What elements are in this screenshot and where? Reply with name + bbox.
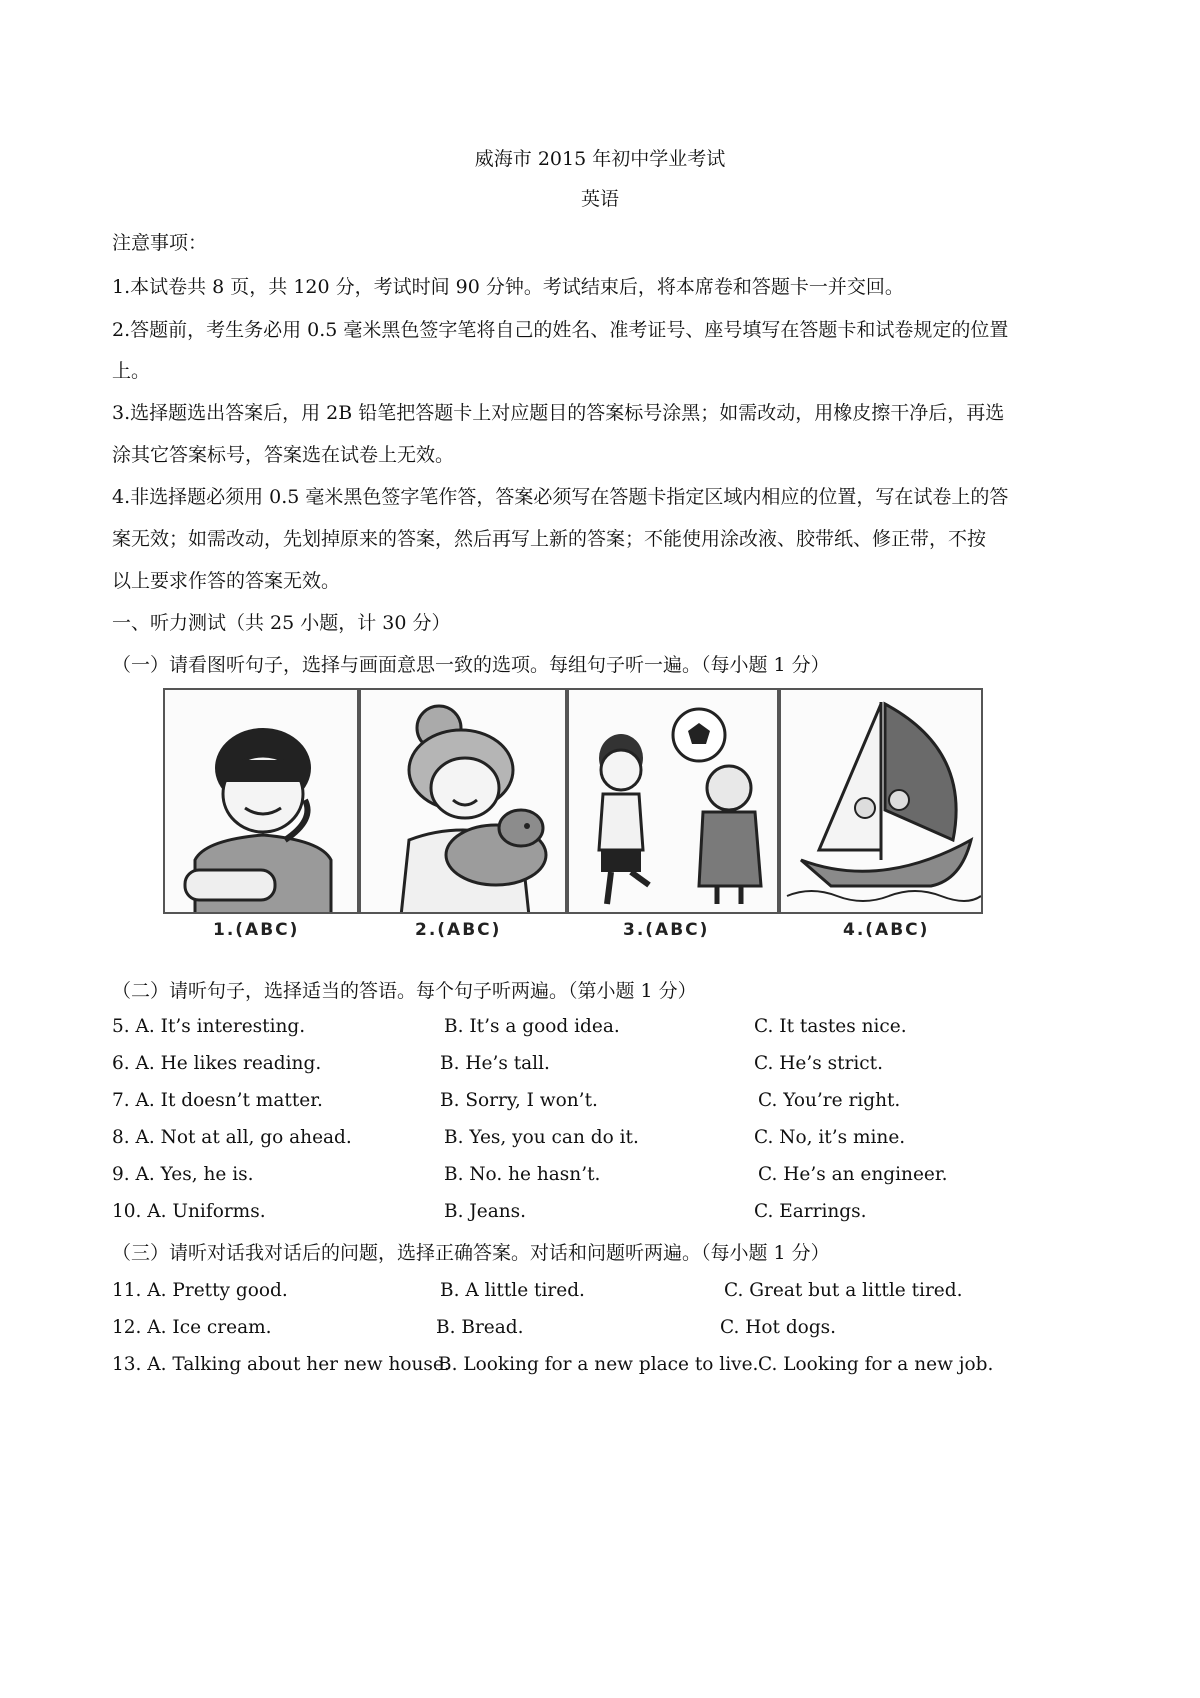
q12-option-c: C. Hot dogs. — [720, 1317, 837, 1338]
notes-heading: 注意事项： — [112, 232, 208, 254]
exam-title: 威海市 2015 年初中学业考试 — [474, 148, 726, 170]
notes-line: 以上要求作答的答案无效。 — [112, 570, 341, 592]
q7-option-b: B. Sorry, I won’t. — [440, 1090, 598, 1111]
picture-4-sailboat — [779, 688, 983, 914]
q6-option-a: 6. A. He likes reading. — [112, 1053, 322, 1074]
q12-option-a: 12. A. Ice cream. — [112, 1317, 272, 1338]
q5-option-c: C. It tastes nice. — [754, 1016, 907, 1037]
picture-caption-2: 2.(ABC) — [415, 920, 502, 940]
q9-option-c: C. He’s an engineer. — [758, 1164, 948, 1185]
q5-option-b: B. It’s a good idea. — [444, 1016, 620, 1037]
q9-option-a: 9. A. Yes, he is. — [112, 1164, 254, 1185]
picture-strip — [153, 688, 1033, 954]
q10-option-c: C. Earrings. — [754, 1201, 867, 1222]
q13-option-a: 13. A. Talking about her new house. — [112, 1354, 450, 1375]
q9-option-b: B. No. he hasn’t. — [444, 1164, 601, 1185]
section1-heading: 一、听力测试（共 25 小题，计 30 分） — [112, 612, 451, 634]
q11-option-c: C. Great but a little tired. — [724, 1280, 963, 1301]
q8-option-b: B. Yes, you can do it. — [444, 1127, 639, 1148]
part1-heading: （一）请看图听句子，选择与画面意思一致的选项。每组句子听一遍。（每小题 1 分） — [112, 654, 830, 676]
picture-caption-1: 1.(ABC) — [213, 920, 300, 940]
q11-option-b: B. A little tired. — [440, 1280, 585, 1301]
q5-option-a: 5. A. It’s interesting. — [112, 1016, 306, 1037]
picture-caption-4: 4.(ABC) — [843, 920, 930, 940]
notes-line: 2.答题前，考生务必用 0.5 毫米黑色签字笔将自己的姓名、准考证号、座号填写在答题卡和试卷规定的位置 — [112, 319, 1009, 341]
q10-option-a: 10. A. Uniforms. — [112, 1201, 266, 1222]
q10-option-b: B. Jeans. — [444, 1201, 527, 1222]
subject-title: 英语 — [580, 188, 619, 210]
notes-line: 4.非选择题必须用 0.5 毫米黑色签字笔作答，答案必须写在答题卡指定区域内相应的位置，写在试卷上的答 — [112, 486, 1009, 508]
q8-option-a: 8. A. Not at all, go ahead. — [112, 1127, 352, 1148]
notes-line: 上。 — [112, 360, 151, 382]
q6-option-c: C. He’s strict. — [754, 1053, 883, 1074]
q13-option-b: B. Looking for a new place to live. — [438, 1354, 759, 1375]
notes-line: 涂其它答案标号，答案选在试卷上无效。 — [112, 444, 455, 466]
notes-line: 案无效；如需改动，先划掉原来的答案，然后再写上新的答案；不能使用涂改液、胶带纸、修正带，不按 — [112, 528, 987, 550]
part2-heading: （二）请听句子，选择适当的答语。每个句子听两遍。（第小题 1 分） — [112, 980, 697, 1002]
q13-option-c: C. Looking for a new job. — [758, 1354, 994, 1375]
q7-option-a: 7. A. It doesn’t matter. — [112, 1090, 323, 1111]
q11-option-a: 11. A. Pretty good. — [112, 1280, 288, 1301]
q8-option-c: C. No, it’s mine. — [754, 1127, 906, 1148]
picture-2-girl-with-dog — [359, 688, 567, 914]
notes-line: 1.本试卷共 8 页，共 120 分，考试时间 90 分钟。考试结束后，将本席卷和答题卡一并交回。 — [112, 276, 904, 298]
q12-option-b: B. Bread. — [436, 1317, 524, 1338]
part3-heading: （三）请听对话我对话后的问题，选择正确答案。对话和问题听两遍。（每小题 1 分） — [112, 1242, 830, 1264]
picture-caption-3: 3.(ABC) — [623, 920, 710, 940]
q7-option-c: C. You’re right. — [758, 1090, 901, 1111]
picture-1-boy-thinking — [163, 688, 359, 914]
notes-line: 3.选择题选出答案后，用 2B 铅笔把答题卡上对应题目的答案标号涂黑；如需改动，用橡皮擦干净后，再选 — [112, 402, 1005, 424]
picture-3-kids-with-balls — [567, 688, 779, 914]
q6-option-b: B. He’s tall. — [440, 1053, 550, 1074]
